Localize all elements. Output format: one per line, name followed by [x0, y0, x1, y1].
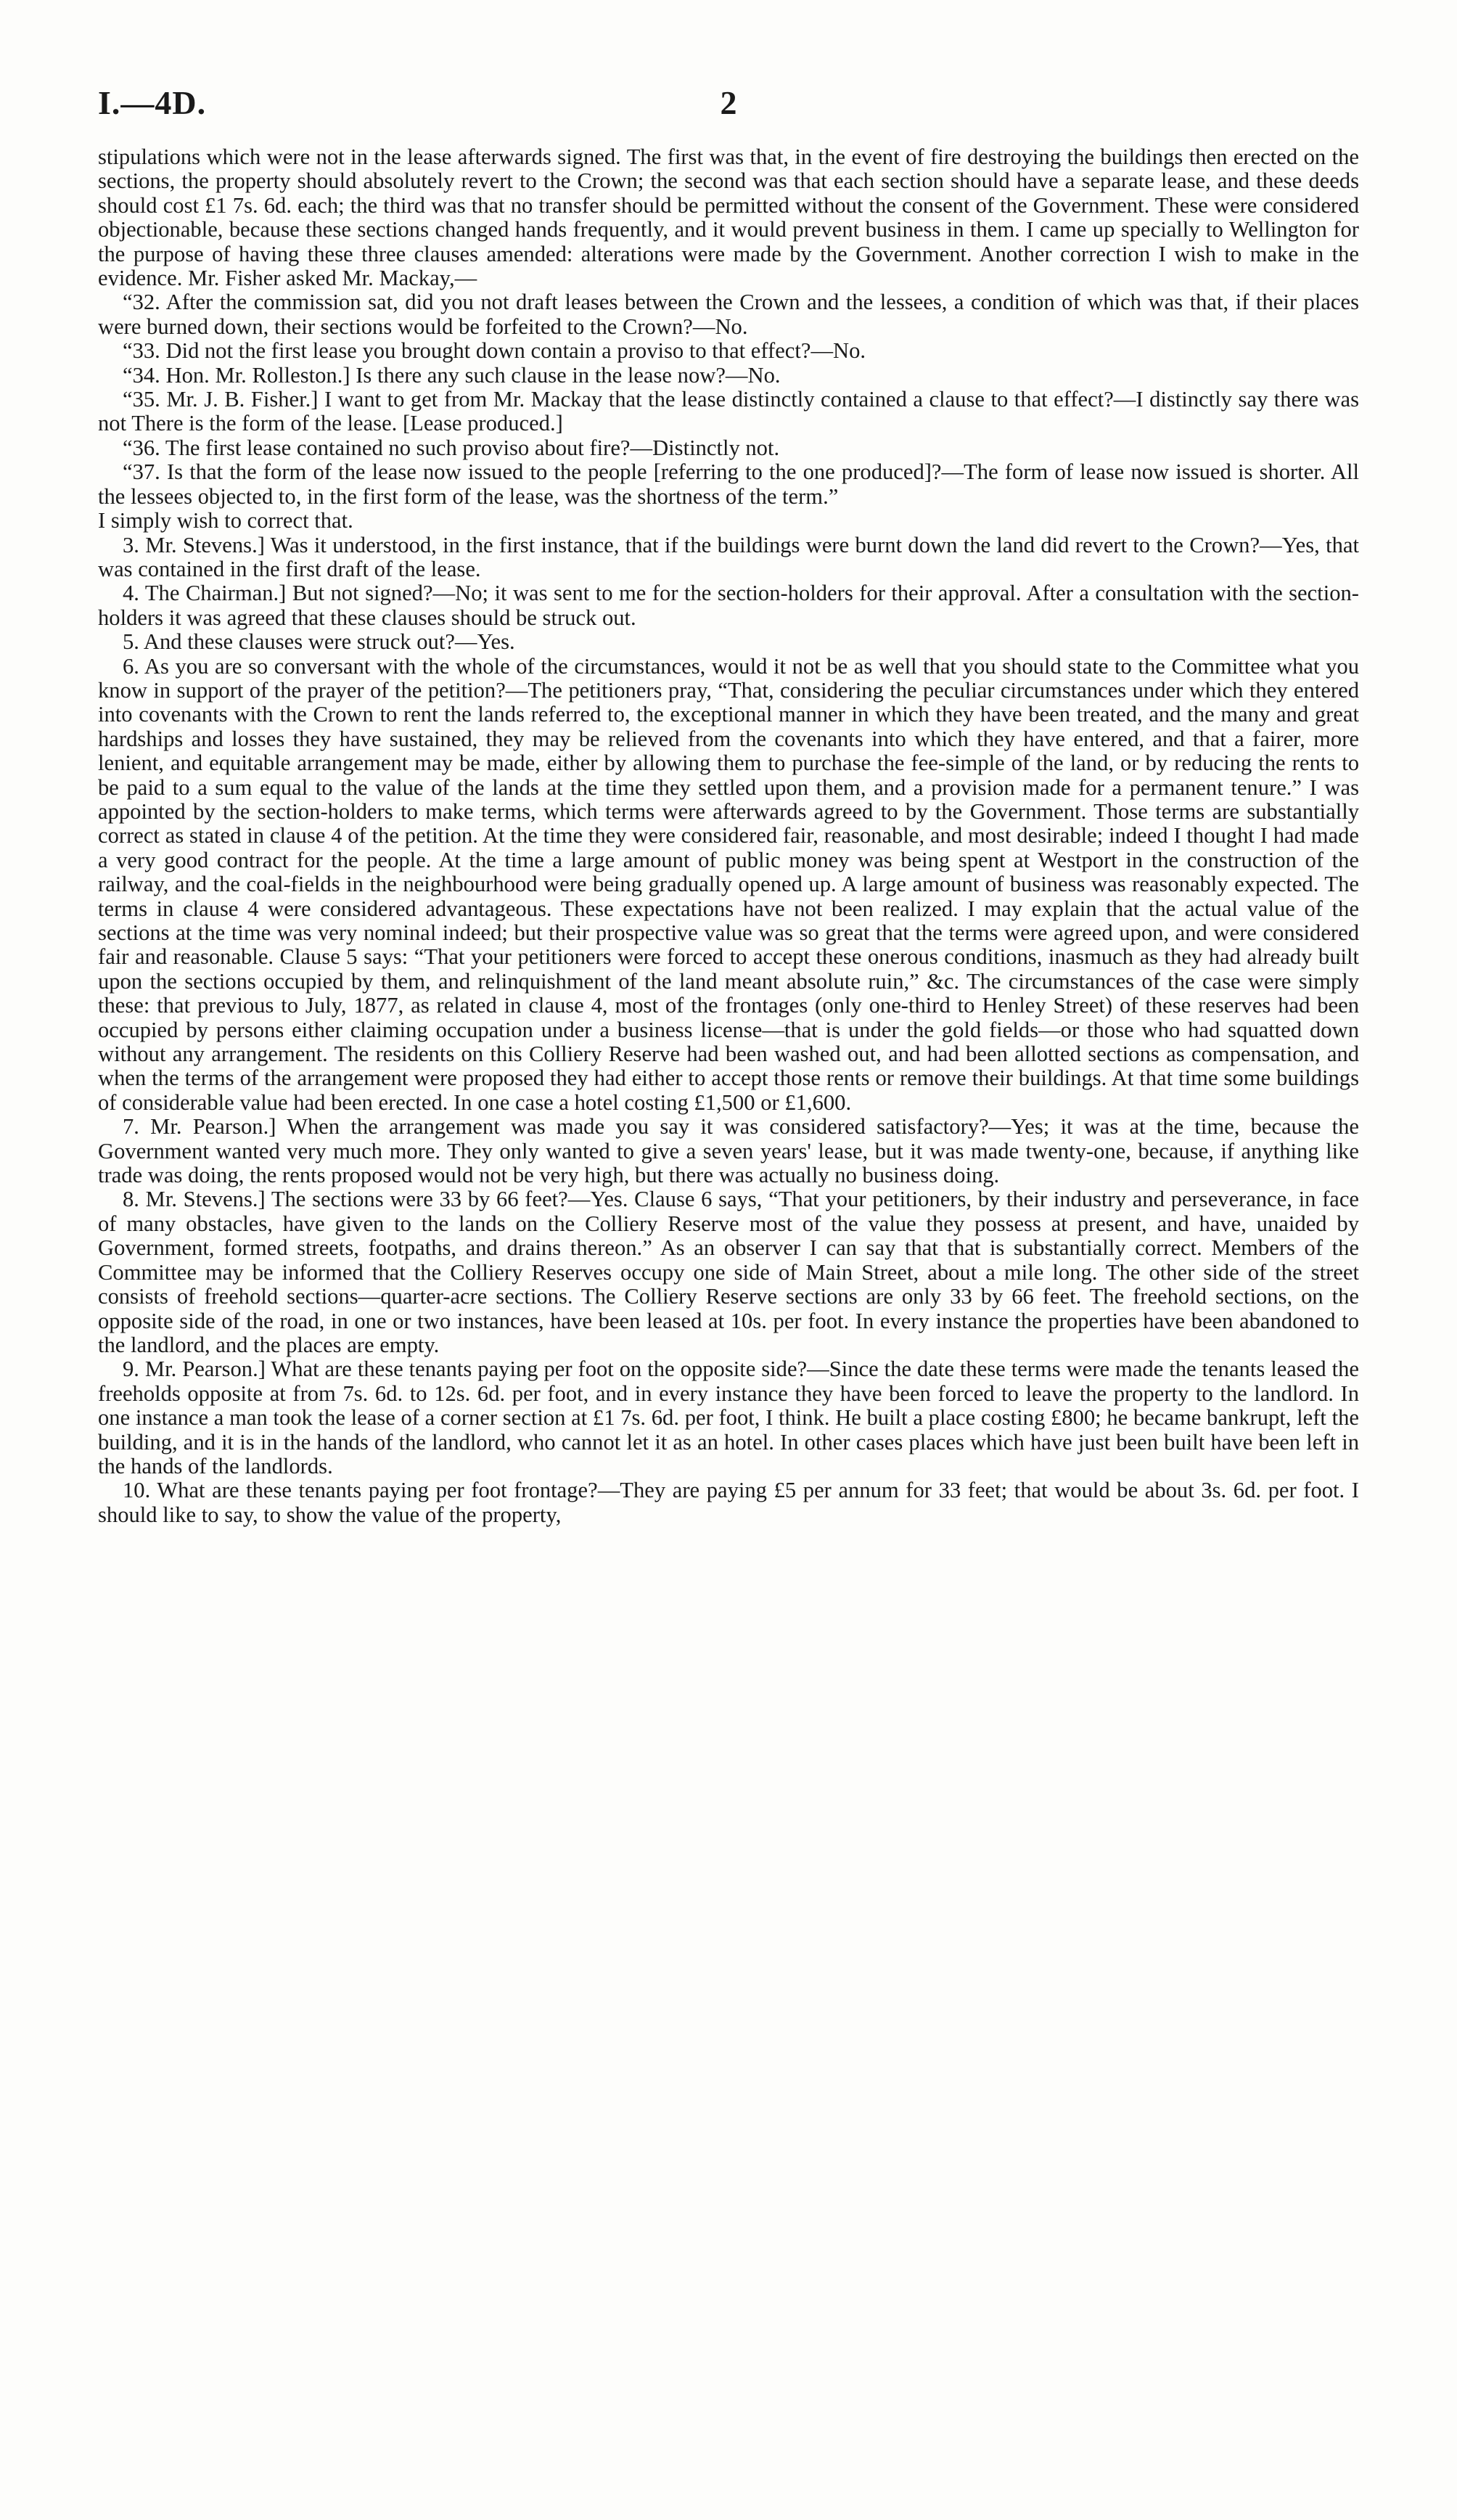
- paragraph: stipulations which were not in the lease afterwards signed. The first was that, in the event of fire destroying the buildings then erected on the sections, the property should absolutely revert to the Crown; the second was that each section should have a separate lease, and these deeds should cost £1 7s. 6d. each; the third was that no transfer should be permitted without the consent of the Government. These were considered objectionable, because these sections changed hands frequently, and it would prevent business in them. I came up specially to Wellington for the purpose of having these three clauses amended: alterations were made by the Government. Another correction I wish to make in the evidence. Mr. Fisher asked Mr. Mackay,—: [98, 144, 1359, 291]
- paragraph: I simply wish to correct that.: [98, 508, 353, 533]
- paragraph: 9. Mr. Pearson.] What are these tenants paying per foot on the opposite side?—Since the date these terms were made the tenants leased the freeholds opposite at from 7s. 6d. to 12s. 6d. per foot, and in every instance they have been forced to leave the property to the landlord. In one instance a man took the lease of a corner section at £1 7s. 6d. per foot, I think. He built a place costing £800; he became bankrupt, left the building, and it is in the hands of the landlord, who cannot let it as an hotel. In other cases places which have just been built have been left in the hands of the landlords.: [98, 1357, 1359, 1478]
- paragraph: “32. After the commission sat, did you not draft leases between the Crown and the lessees, a condition of which was that, if their places were burned down, their sections would be forfeited to the Crown?—No.: [98, 290, 1359, 339]
- paragraph: “34. Hon. Mr. Rolleston.] Is there any such clause in the lease now?—No.: [123, 362, 781, 388]
- paragraph: “37. Is that the form of the lease now issued to the people [referring to the one produced]?—The form of lease now issued is shorter. All the lessees objected to, in the first form of the lease, was the shortness of the term.”: [98, 459, 1359, 509]
- paragraph: 8. Mr. Stevens.] The sections were 33 by 66 feet?—Yes. Clause 6 says, “That your petitioners, by their industry and perseverance, in face of many obstacles, have given to the lands on the Colliery Reserve most of the value they possess at present, and have, unaided by Government, formed streets, footpaths, and drains thereon.” As an observer I can say that that is substantially correct. Members of the Committee may be informed that the Colliery Reserves occupy one side of Main Street, about a mile long. The other side of the street consists of freehold sections—quarter-acre sections. The Colliery Reserve sections are only 33 by 66 feet. The freehold sections, on the opposite side of the road, in one or two instances, have been leased at 10s. per foot. In every instance the properties have been abandoned to the landlord, and the places are empty.: [98, 1187, 1359, 1357]
- page-number: 2: [720, 84, 737, 121]
- paragraph: “33. Did not the first lease you brought down contain a proviso to that effect?—No.: [123, 338, 866, 364]
- paragraph: 10. What are these tenants paying per foot frontage?—They are paying £5 per annum for 33 feet; that would be about 3s. 6d. per foot. I should like to say, to show the value of the property,: [98, 1478, 1359, 1527]
- document-reference: I.—4D.: [98, 84, 207, 121]
- page-header: [98, 69, 1359, 134]
- paragraph: 6. As you are so conversant with the whole of the circumstances, would it not be as well that you should state to the Committee what you know in support of the prayer of the petition?—The petitioners pray, “That, considering the peculiar circumstances under which they entered into covenants with the Crown to rent the lands referred to, the exceptional manner in which they have been treated, and the many and great hardships and losses they have sustained, they may be relieved from the covenants into which they have entered, and that a fairer, more lenient, and equitable arrangement may be made, either by allowing them to purchase the fee-simple of the land, or by reducing the rents to be paid to a sum equal to the value of the lands at the time they settled upon them, and a provision made for a permanent tenure.” I was appointed by the section-holders to make terms, which terms were afterwards agreed to by the Government. Those terms are substantially correct as stated in clause 4 of the petition. At the time they were considered fair, reasonable, and most desirable; indeed I thought I had made a very good contract for the people. At the time a large amount of public money was being spent at Westport in the construction of the railway, and the coal-fields in the neighbourhood were being gradually opened up. A large amount of business was reasonably expected. The terms in clause 4 were considered advantageous. These expectations have not been realized. I may explain that the actual value of the sections at the time was very nominal indeed; but their prospective value was so great that the terms were agreed upon, and were considered fair and reasonable. Clause 5 says: “That your petitioners were forced to accept these onerous conditions, inasmuch as they had already built upon the sections occupied by them, and relinquishment of the land meant absolute ruin,” &c. The circumstances of the case were simply these: that previous to July, 1877, as related in clause 4, most of the frontages (only one-third to Henley Street) of these reserves had been occupied by persons either claiming occupation under a business license—that is under the gold fields—or those who had squatted down without any arrangement. The residents on this Colliery Reserve had been washed out, and had been allotted sections as compensation, and when the terms of the arrangement were proposed they had either to accept those rents or remove their buildings. At that time some buildings of considerable value had been erected. In one case a hotel costing £1,500 or £1,600.: [98, 653, 1359, 1115]
- paragraph: 7. Mr. Pearson.] When the arrangement was made you say it was considered satisfactory?—Yes; it was at the time, because the Government wanted very much more. They only wanted to give a seven years' lease, but it was made twenty-one, because, if anything like trade was doing, the rents proposed would not be very high, but there was actually no business doing.: [98, 1114, 1359, 1188]
- paragraph: 4. The Chairman.] But not signed?—No; it was sent to me for the section-holders for their approval. After a consultation with the section-holders it was agreed that these clauses should be struck out.: [98, 581, 1359, 630]
- paragraph: 5. And these clauses were struck out?—Yes.: [123, 629, 515, 655]
- paragraph: 3. Mr. Stevens.] Was it understood, in the first instance, that if the buildings were burnt down the land did revert to the Crown?—Yes, that was contained in the first draft of the lease.: [98, 532, 1359, 581]
- body-text: [98, 145, 1359, 1527]
- paragraph: “35. Mr. J. B. Fisher.] I want to get from Mr. Mackay that the lease distinctly contained a clause to that effect?—I distinctly say there was not There is the form of the lease. [Lease produced.]: [98, 387, 1359, 436]
- paragraph: “36. The first lease contained no such proviso about fire?—Distinctly not.: [123, 435, 780, 460]
